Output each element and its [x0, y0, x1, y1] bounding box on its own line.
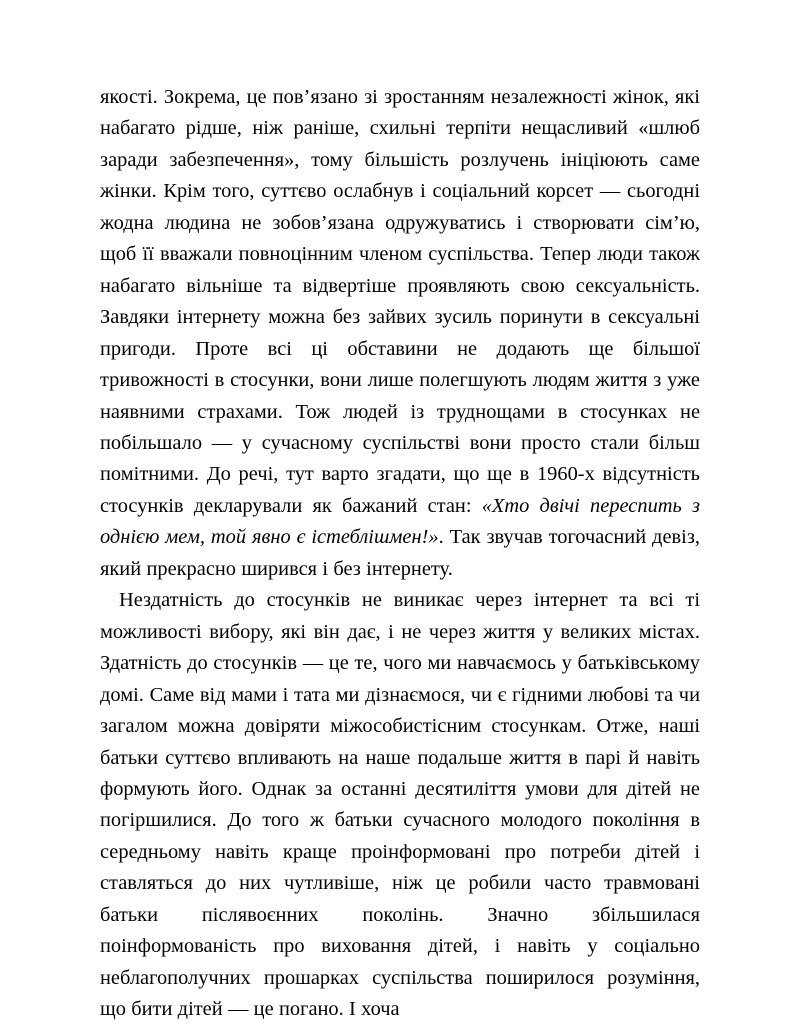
paragraph-2: [100, 585, 700, 1025]
page-text-block: [100, 82, 700, 1026]
paragraph-1-run-regular-2: . Так звучав тогочасний девіз, який прекрасно ширився і без інтернету.: [100, 526, 700, 580]
paragraph-2-run-regular-1: Нездатність до стосунків не виникає через інтернет та всі ті можливості вибору, які він дає, і не через життя у великих містах. Здатність до стосунків — це те, чого ми навчаємось у батьківському домі. Саме від мами і тата ми дізнаємося, чи є гідними любові та чи загалом можна довіряти міжособистісним стосункам. Отже, наші батьки суттєво впливають на наше подальше життя в парі й навіть формують його. Однак за останні десятиліття умови для дітей не погіршилися. До того ж батьки сучасного молодого покоління в середньому навіть краще проінформовані про потреби дітей і ставляться до них чутливіше, ніж це робили часто травмовані батьки післявоєнних поколінь. Значно збільшилася поінформованість про виховання дітей, і навіть у соціально неблагополучних прошарках суспільства поширилося розуміння, що бити дітей — це погано. І хоча: [100, 589, 700, 1021]
paragraph-1-run-regular-1: якості. Зокрема, це пов’язано зі зростанням незалежності жінок, які набагато рідше, ніж раніше, схильні терпіти нещасливий «шлюб заради забезпечення», тому більшість розлучень ініціюють саме жінки. Крім того, суттєво ослабнув і соціальний корсет — сьогодні жодна людина не зобов’язана одружуватись і створювати сім’ю, щоб її вважали повноцінним членом суспільства. Тепер люди також набагато вільніше та відвертіше проявляють свою сексуальність. Завдяки інтернету можна без зайвих зусиль поринути в сексуальні пригоди. Проте всі ці обставини не додають ще більшої тривожності в стосунки, вони лише полегшують людям життя з уже наявними страхами. Тож людей із труднощами в стосунках не побільшало — у сучасному суспільстві вони просто стали більш помітними. До речі, тут варто згадати, що ще в 1960-х відсутність стосунків декларували як бажаний стан:: [100, 86, 700, 517]
paragraph-1-quote-italic: «Хто двічі переспить з однією мем, той явно є істеблішмен!»: [100, 494, 700, 549]
paragraph-1: [100, 82, 700, 585]
